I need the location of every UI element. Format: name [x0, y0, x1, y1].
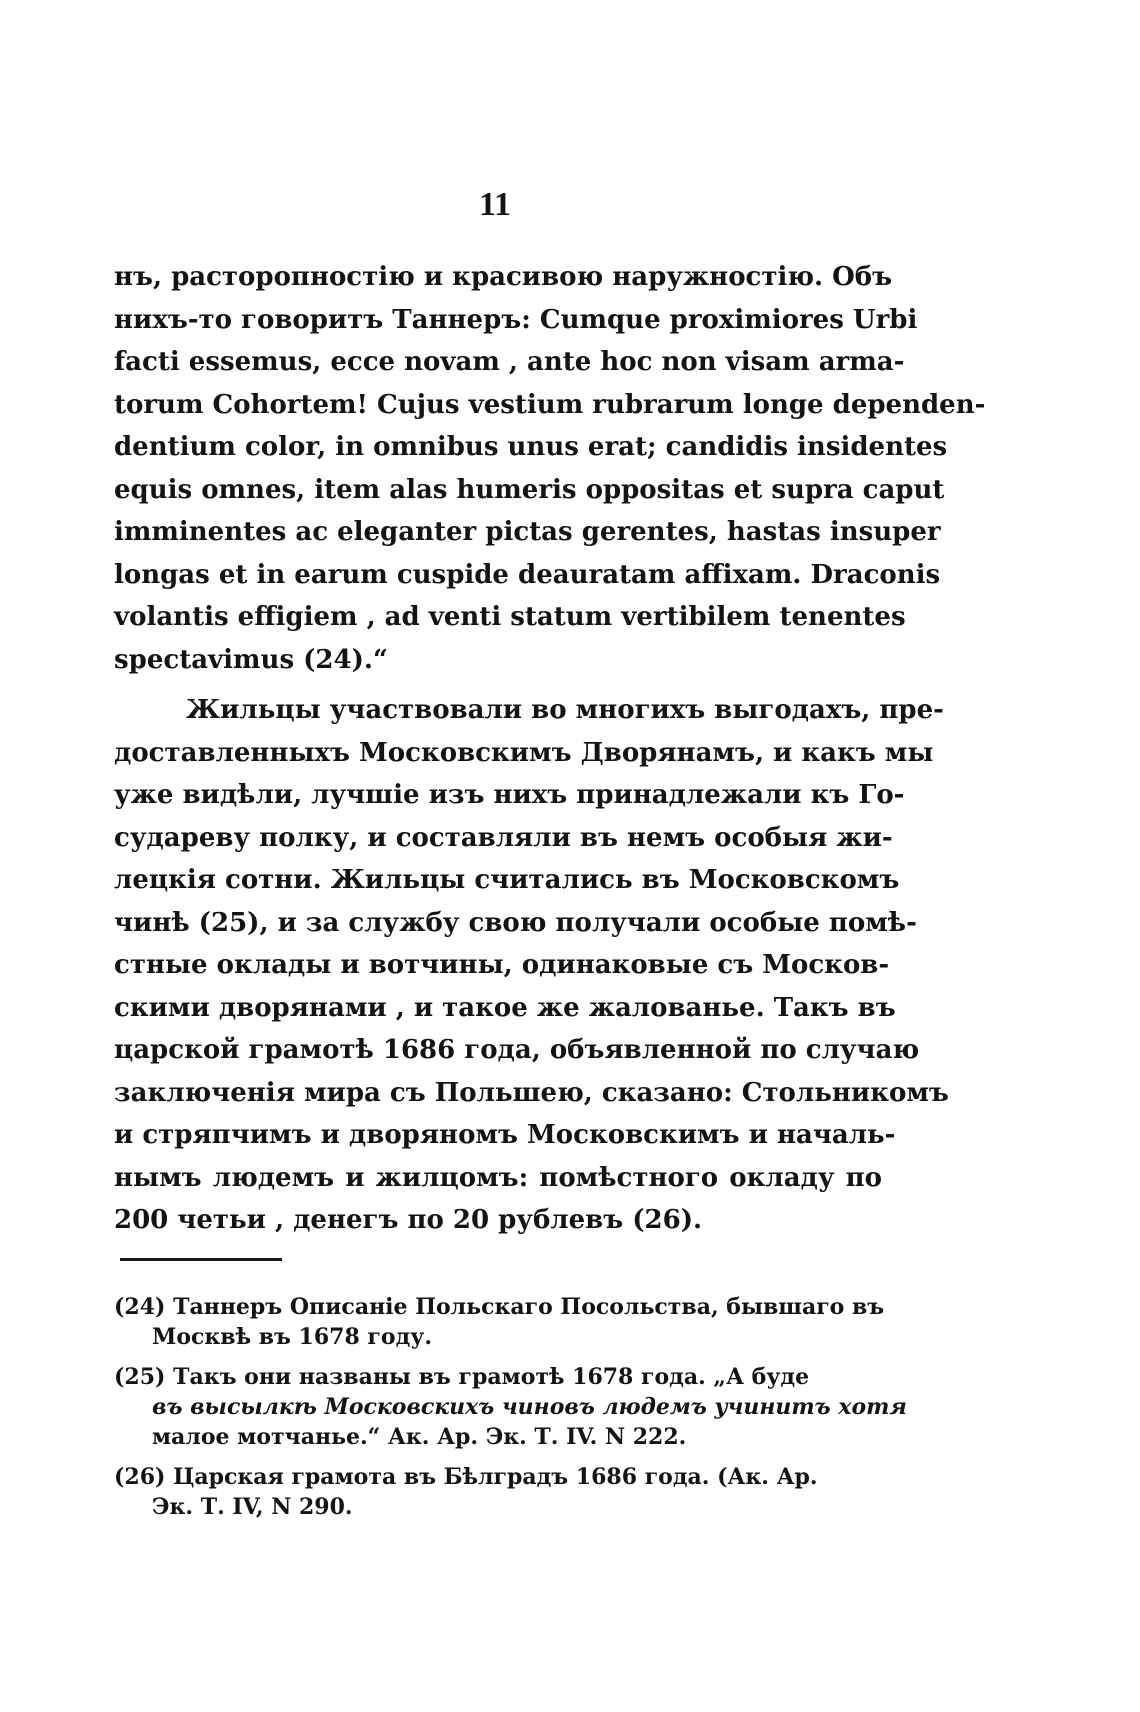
text-line: нымъ людемъ и жилцомъ: помѣстного окладу по: [114, 1162, 882, 1193]
text-line: заключенія мира съ Польшею, сказано: Стольникомъ: [114, 1077, 949, 1108]
text-line: нихъ-то говоритъ Таннеръ: Cumque proximiores Urbi: [114, 304, 918, 335]
page-number: 11: [478, 186, 512, 223]
text-line: torum Cohortem! Cujus vestium rubrarum longe dependen-: [114, 389, 986, 420]
text-line: dentium color, in omnibus unus erat; candidis insidentes: [114, 432, 948, 462]
text-line: 200 четьи , денегъ по 20 рублевъ (26).: [114, 1205, 703, 1235]
text-line: скими дворянами , и такое же жалованье. Такъ въ: [114, 992, 896, 1023]
text-line: чинѣ (25), и за службу свою получали особые помѣ-: [114, 907, 917, 938]
footnote-line: въ высылкѣ Московскихъ чиновъ людемъ учинитъ хотя: [152, 1394, 907, 1420]
footnote-separator: [120, 1258, 282, 1261]
text-line: судареву полку, и составляли въ немъ особыя жи-: [114, 822, 893, 853]
footnote-line: Эк. Т. IV, N 290.: [152, 1494, 353, 1520]
text-line: Жильцы участвовали во многихъ выгодахъ, пре-: [186, 695, 944, 725]
text-line: доставленныхъ Московскимъ Дворянамъ, и какъ мы: [114, 737, 934, 768]
footnote-line: (26) Царская грамота въ Бѣлградъ 1686 года. (Ак. Ар.: [114, 1464, 818, 1490]
footnote-line: малое мотчанье.“ Ак. Ар. Эк. Т. IV. N 222.: [152, 1424, 687, 1450]
paragraph-1: [114, 256, 986, 681]
text-line: нъ, расторопностію и красивою наружностію. Объ: [114, 262, 893, 292]
footnote-line: (24) Таннеръ Описаніе Польскаго Посольства, бывшаго въ: [114, 1294, 885, 1320]
text-line: volantis effigiem , ad venti statum vertibilem tenentes: [114, 602, 906, 632]
footnote-26: [114, 1462, 882, 1522]
paragraph-2: [114, 689, 949, 1242]
footnotes: [114, 1292, 907, 1532]
text-line: imminentes ac eleganter pictas gerentes, hastas insuper: [114, 517, 941, 547]
footnote-line: Москвѣ въ 1678 году.: [152, 1324, 432, 1350]
text-line: лецкія сотни. Жильцы считались въ Московскомъ: [114, 865, 900, 895]
text-line: equis omnes, item alas humeris oppositas et supra caput: [114, 474, 945, 505]
footnote-line: (25) Такъ они названы въ грамотѣ 1678 года. „А буде: [114, 1364, 810, 1390]
text-line: facti essemus, ecce novam , ante hoc non visam arma-: [114, 347, 905, 377]
text-line: spectavimus (24).“: [114, 644, 388, 675]
text-line: стные оклады и вотчины, одинаковые съ Москов-: [114, 950, 890, 980]
text-line: и стряпчимъ и дворяномъ Московскимъ и началь-: [114, 1120, 896, 1150]
text-line: уже видѣли, лучшіе изъ нихъ принадлежали къ Го-: [114, 780, 905, 810]
footnote-25: [114, 1362, 907, 1452]
text-line: царской грамотѣ 1686 года, объявленной по случаю: [114, 1035, 920, 1065]
text-line: longas et in earum cuspide deauratam affixam. Draconis: [114, 559, 941, 590]
footnote-24: [114, 1292, 885, 1352]
